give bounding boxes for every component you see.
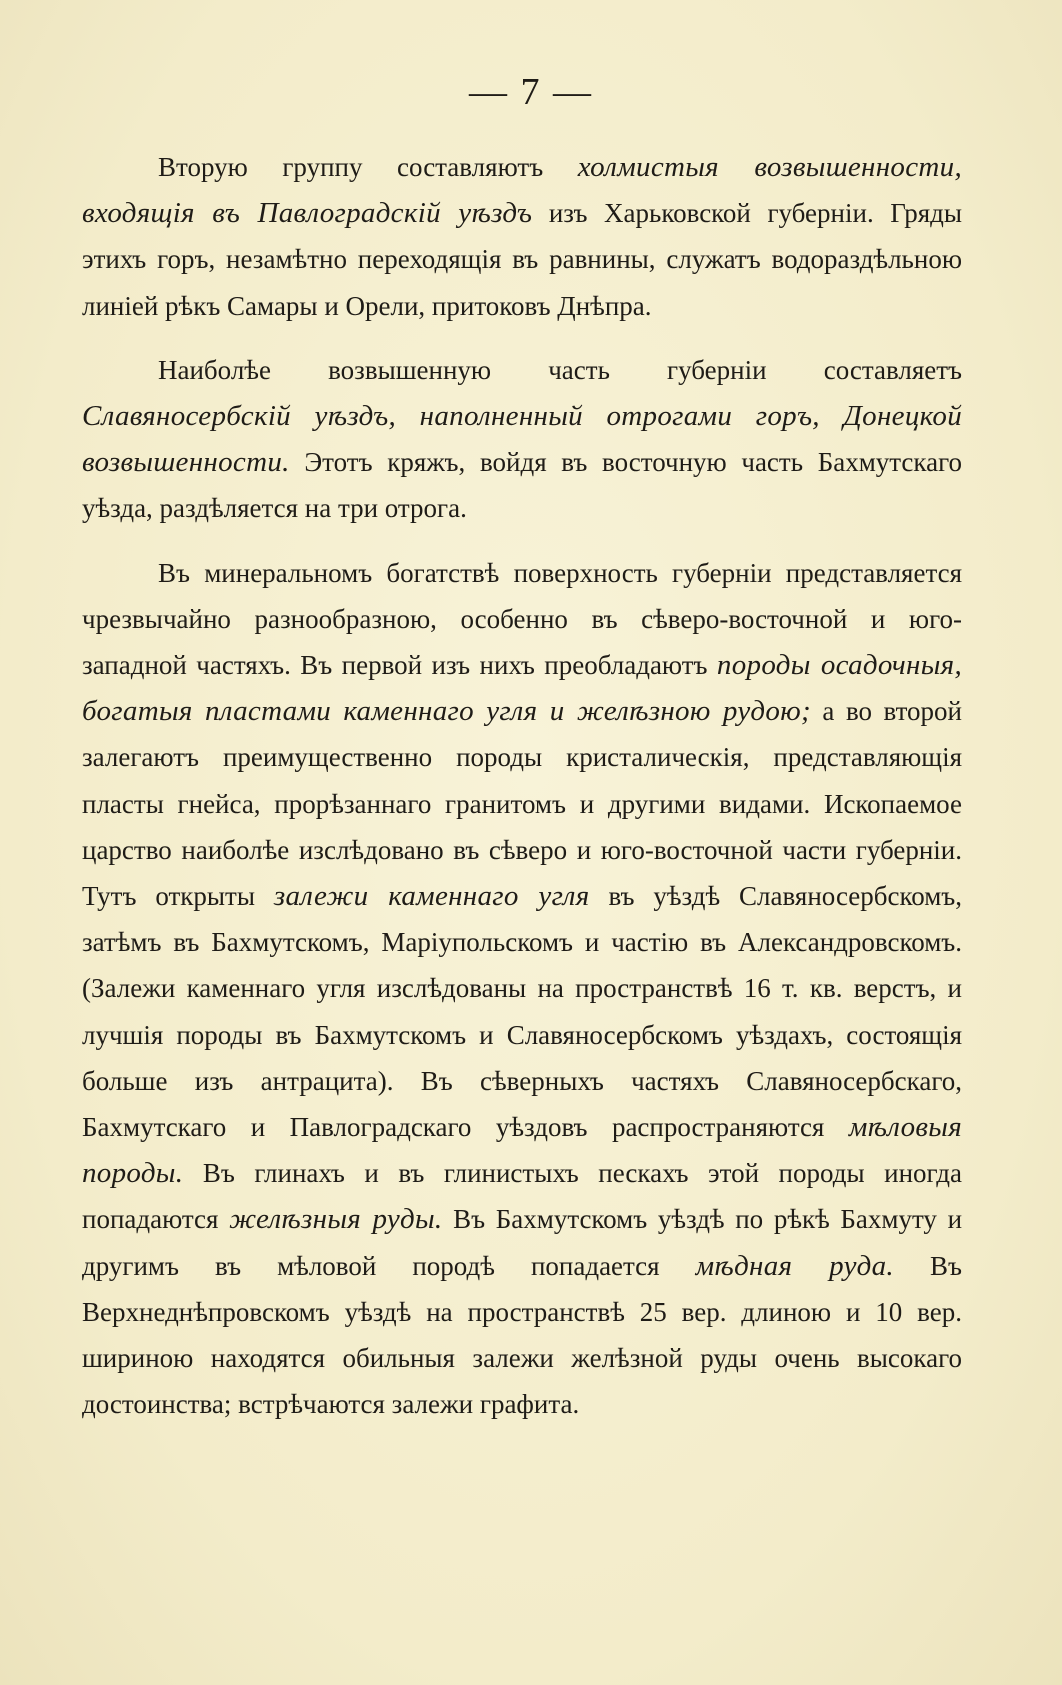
italic-run: мѣдная руда. [695, 1249, 894, 1282]
italic-run: залежи каменнаго угля [273, 880, 590, 913]
text-run: Вторую группу составляютъ [158, 152, 578, 182]
text-run: Въ глинахъ и въ глинистыхъ пескахъ этой породы иногда попадаются [82, 1158, 962, 1235]
paragraph-2 [82, 347, 962, 532]
text-run: въ уѣздѣ Славяносербскомъ, затѣмъ въ Бахмутскомъ, Маріупольскомъ и частію въ Александровскомъ. (Залежи каменнаго угля изслѣдованы на пространствѣ 16 т. кв. верстъ, и лучшія породы въ Бахмутскомъ и Славяносербскомъ уѣздахъ, состоящія больше изъ антрацита). Въ сѣверныхъ частяхъ Славяносербскаго, Бахмутскаго и Павлоградскаго уѣздовъ распространяются [82, 881, 962, 1143]
paragraph-3 [82, 550, 962, 1428]
page-number: — 7 — [469, 71, 593, 113]
text-run: Въ Бахмутскомъ уѣздѣ по рѣкѣ Бахмуту и другимъ въ мѣловой породѣ попадается [82, 1204, 963, 1281]
italic-run: породы осадочныя, богатыя пластами каменнаго угля и желѣзною рудою; [82, 649, 962, 728]
italic-run: Славяносербскій уѣздъ, наполненный отрогами горъ, Донецкой возвышенности. [82, 400, 962, 479]
text-run: а во второй залегаютъ преимущественно породы кристалическія, представляющія пласты гнейса, прорѣзаннаго гранитомъ и другими видами. Ископаемое царство наиболѣе изслѣдовано въ сѣверо и юго-восточной части губерніи. Тутъ открыты [82, 696, 962, 912]
paragraph-1 [82, 144, 962, 329]
text-run: Въ Верхнеднѣпровскомъ уѣздѣ на пространствѣ 25 вер. длиною и 10 вер. шириною находятся обильныя залежи желѣзной руды очень высокаго достоинства; встрѣчаются залежи графита. [82, 1250, 962, 1420]
italic-run: желѣзныя руды. [229, 1203, 443, 1236]
body-text [82, 144, 962, 1427]
text-run: Въ минеральномъ богатствѣ поверхность губерніи представляется чрезвычайно разнообразною, особенно въ сѣверо-восточной и юго-западной частяхъ. Въ первой изъ нихъ преобладаютъ [82, 557, 962, 681]
text-run: Наиболѣе возвышенную часть губерніи составляетъ [158, 354, 962, 385]
text-run: Этотъ кряжъ, войдя въ восточную часть Бахмутскаго уѣзда, раздѣляется на три отрога. [82, 447, 962, 524]
text-run: изъ Харьковской губерніи. Гряды этихъ горъ, незамѣтно переходящія въ равнины, служатъ водораздѣльною линіей рѣкъ Самары и Орели, притоковъ Днѣпра. [82, 198, 962, 321]
italic-run: мѣловыя породы. [82, 1111, 962, 1190]
italic-run: холмистыя возвышенности, входящія въ Павлоградскій уѣздъ [82, 151, 962, 230]
